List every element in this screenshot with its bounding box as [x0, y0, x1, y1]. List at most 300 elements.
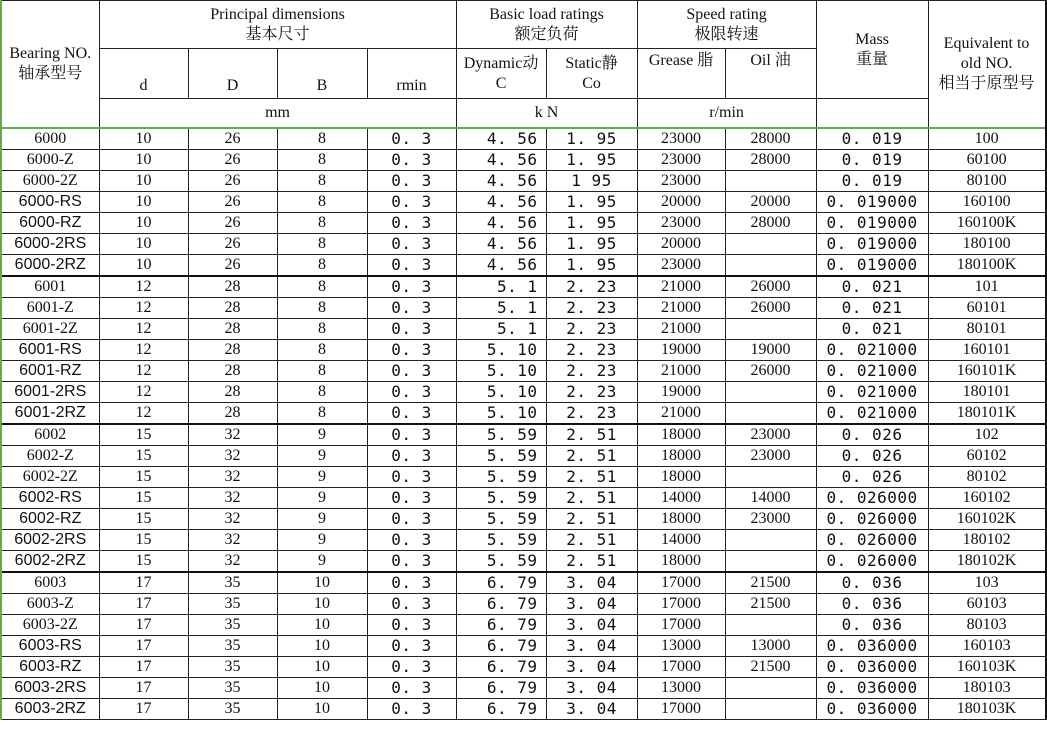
cell-static-co: 3. 04 [546, 593, 637, 614]
cell-old-no: 60100 [928, 149, 1046, 170]
table-row [1, 677, 1046, 698]
cell-mass: 0. 021000 [816, 339, 928, 360]
cell-old-no: 180100K [928, 254, 1046, 276]
cell-dynamic-c: 6. 79 [456, 656, 546, 677]
table-row [1, 593, 1046, 614]
cell-dynamic-c: 4. 56 [456, 254, 546, 276]
cell-oil-speed: 26000 [725, 360, 816, 381]
header-d: d [99, 49, 188, 99]
cell-dynamic-c: 6. 79 [456, 677, 546, 698]
cell-rmin: 0. 3 [367, 149, 456, 170]
cell-old-no: 180101 [928, 381, 1046, 402]
cell-B: 8 [277, 318, 367, 339]
cell-B: 10 [277, 677, 367, 698]
table-row [1, 424, 1046, 446]
cell-D: 32 [188, 529, 277, 550]
cell-rmin: 0. 3 [367, 593, 456, 614]
cell-oil-speed: 21500 [725, 593, 816, 614]
table-row [1, 149, 1046, 170]
cell-old-no: 160100K [928, 212, 1046, 233]
cell-D: 35 [188, 677, 277, 698]
header-dynamic [456, 49, 546, 99]
cell-grease-speed: 23000 [637, 128, 725, 150]
cell-old-no: 80100 [928, 170, 1046, 191]
cell-static-co: 2. 51 [546, 466, 637, 487]
cell-B: 8 [277, 212, 367, 233]
cell-d: 10 [99, 191, 188, 212]
cell-dynamic-c: 6. 79 [456, 614, 546, 635]
table-row [1, 339, 1046, 360]
cell-rmin: 0. 3 [367, 360, 456, 381]
cell-oil-speed: 13000 [725, 635, 816, 656]
header-grease: Grease 脂 [637, 49, 725, 99]
header-static-symbol: Co [582, 74, 601, 92]
cell-grease-speed: 18000 [637, 508, 725, 529]
header-mass [816, 1, 928, 99]
cell-rmin: 0. 3 [367, 424, 456, 446]
cell-mass: 0. 026 [816, 445, 928, 466]
unit-rpm: r/min [637, 99, 816, 128]
cell-dynamic-c: 4. 56 [456, 212, 546, 233]
cell-B: 10 [277, 635, 367, 656]
cell-B: 8 [277, 297, 367, 318]
cell-model: 6002-2RS [1, 529, 99, 550]
cell-static-co: 2. 23 [546, 318, 637, 339]
cell-dynamic-c: 5. 59 [456, 487, 546, 508]
cell-old-no: 60102 [928, 445, 1046, 466]
cell-dynamic-c: 5. 59 [456, 550, 546, 572]
cell-rmin: 0. 3 [367, 381, 456, 402]
cell-old-no: 160101K [928, 360, 1046, 381]
cell-mass: 0. 019000 [816, 254, 928, 276]
cell-model: 6002-Z [1, 445, 99, 466]
cell-model: 6003-RZ [1, 656, 99, 677]
cell-old-no: 101 [928, 276, 1046, 298]
cell-static-co: 3. 04 [546, 572, 637, 594]
cell-B: 8 [277, 170, 367, 191]
header-equivalent-en2: old NO. [960, 54, 1013, 72]
header-principal-dimensions [99, 1, 456, 49]
cell-static-co: 1. 95 [546, 233, 637, 254]
cell-mass: 0. 021 [816, 318, 928, 339]
table-row [1, 487, 1046, 508]
cell-D: 26 [188, 191, 277, 212]
cell-static-co: 1 95 [546, 170, 637, 191]
header-speed-rating [637, 1, 816, 49]
cell-grease-speed: 19000 [637, 381, 725, 402]
unit-mm: mm [99, 99, 456, 128]
cell-mass: 0. 036 [816, 572, 928, 594]
cell-rmin: 0. 3 [367, 550, 456, 572]
cell-D: 32 [188, 487, 277, 508]
unit-kn: k N [456, 99, 637, 128]
cell-d: 12 [99, 360, 188, 381]
cell-rmin: 0. 3 [367, 170, 456, 191]
cell-static-co: 3. 04 [546, 656, 637, 677]
cell-old-no: 180100 [928, 233, 1046, 254]
cell-model: 6003-2Z [1, 614, 99, 635]
table-body [1, 128, 1046, 720]
cell-B: 9 [277, 487, 367, 508]
cell-d: 15 [99, 466, 188, 487]
table-row [1, 381, 1046, 402]
cell-D: 28 [188, 339, 277, 360]
cell-static-co: 3. 04 [546, 614, 637, 635]
cell-B: 9 [277, 508, 367, 529]
header-bearing-no-zh: 轴承型号 [18, 64, 83, 82]
table-row [1, 276, 1046, 298]
cell-B: 8 [277, 339, 367, 360]
header-equivalent-old-no [928, 1, 1046, 128]
cell-grease-speed: 18000 [637, 424, 725, 446]
header-dynamic-label: Dynamic动 [463, 54, 539, 72]
cell-model: 6002-2RZ [1, 550, 99, 572]
cell-grease-speed: 18000 [637, 445, 725, 466]
cell-rmin: 0. 3 [367, 635, 456, 656]
header-equivalent-zh: 相当于原型号 [938, 74, 1035, 92]
cell-mass: 0. 019000 [816, 212, 928, 233]
cell-mass: 0. 026 [816, 424, 928, 446]
cell-static-co: 3. 04 [546, 698, 637, 719]
header-bearing-no [1, 1, 99, 128]
cell-D: 28 [188, 318, 277, 339]
cell-oil-speed: 23000 [725, 445, 816, 466]
header-B: B [277, 49, 367, 99]
cell-D: 32 [188, 445, 277, 466]
header-speed-rating-en: Speed rating [686, 5, 767, 23]
cell-D: 26 [188, 254, 277, 276]
cell-model: 6003-RS [1, 635, 99, 656]
cell-D: 35 [188, 698, 277, 719]
cell-B: 8 [277, 191, 367, 212]
table-row [1, 550, 1046, 572]
cell-mass: 0. 036000 [816, 656, 928, 677]
table-row [1, 614, 1046, 635]
cell-static-co: 2. 23 [546, 339, 637, 360]
cell-static-co: 2. 23 [546, 360, 637, 381]
cell-static-co: 2. 51 [546, 445, 637, 466]
table-row [1, 466, 1046, 487]
cell-mass: 0. 021000 [816, 381, 928, 402]
cell-B: 10 [277, 614, 367, 635]
cell-mass: 0. 021 [816, 276, 928, 298]
cell-B: 10 [277, 572, 367, 594]
cell-D: 28 [188, 276, 277, 298]
cell-dynamic-c: 6. 79 [456, 698, 546, 719]
cell-grease-speed: 19000 [637, 339, 725, 360]
cell-model: 6002-RS [1, 487, 99, 508]
cell-model: 6003-Z [1, 593, 99, 614]
cell-dynamic-c: 5. 59 [456, 445, 546, 466]
cell-B: 9 [277, 445, 367, 466]
cell-d: 15 [99, 508, 188, 529]
cell-rmin: 0. 3 [367, 466, 456, 487]
cell-model: 6001-RZ [1, 360, 99, 381]
table-row [1, 635, 1046, 656]
cell-oil-speed: 23000 [725, 508, 816, 529]
cell-d: 17 [99, 677, 188, 698]
cell-D: 26 [188, 170, 277, 191]
cell-static-co: 2. 51 [546, 424, 637, 446]
header-mass-en: Mass [855, 30, 889, 48]
cell-old-no: 160102K [928, 508, 1046, 529]
cell-oil-speed [725, 529, 816, 550]
cell-mass: 0. 026000 [816, 508, 928, 529]
cell-rmin: 0. 3 [367, 572, 456, 594]
cell-grease-speed: 21000 [637, 297, 725, 318]
cell-B: 8 [277, 276, 367, 298]
cell-B: 8 [277, 128, 367, 150]
cell-B: 8 [277, 233, 367, 254]
cell-mass: 0. 036000 [816, 635, 928, 656]
cell-rmin: 0. 3 [367, 445, 456, 466]
cell-rmin: 0. 3 [367, 254, 456, 276]
cell-static-co: 3. 04 [546, 677, 637, 698]
cell-B: 10 [277, 593, 367, 614]
cell-grease-speed: 23000 [637, 149, 725, 170]
cell-D: 35 [188, 614, 277, 635]
cell-rmin: 0. 3 [367, 339, 456, 360]
cell-grease-speed: 23000 [637, 170, 725, 191]
cell-dynamic-c: 5. 10 [456, 339, 546, 360]
cell-oil-speed [725, 466, 816, 487]
cell-grease-speed: 17000 [637, 614, 725, 635]
cell-old-no: 102 [928, 424, 1046, 446]
table-row [1, 128, 1046, 150]
cell-model: 6000-2RS [1, 233, 99, 254]
cell-old-no: 100 [928, 128, 1046, 150]
cell-grease-speed: 14000 [637, 487, 725, 508]
cell-static-co: 2. 51 [546, 529, 637, 550]
cell-D: 32 [188, 466, 277, 487]
cell-D: 35 [188, 593, 277, 614]
cell-d: 12 [99, 402, 188, 424]
cell-D: 35 [188, 572, 277, 594]
cell-d: 12 [99, 297, 188, 318]
cell-oil-speed [725, 550, 816, 572]
cell-dynamic-c: 5. 10 [456, 381, 546, 402]
table-row [1, 212, 1046, 233]
cell-D: 26 [188, 128, 277, 150]
cell-model: 6003 [1, 572, 99, 594]
cell-d: 17 [99, 572, 188, 594]
header-basic-load-ratings-zh: 额定负荷 [514, 25, 579, 43]
cell-old-no: 160100 [928, 191, 1046, 212]
cell-model: 6001 [1, 276, 99, 298]
cell-oil-speed [725, 677, 816, 698]
cell-B: 9 [277, 529, 367, 550]
cell-model: 6001-RS [1, 339, 99, 360]
cell-dynamic-c: 6. 79 [456, 635, 546, 656]
cell-rmin: 0. 3 [367, 402, 456, 424]
table-row [1, 698, 1046, 719]
cell-static-co: 2. 23 [546, 402, 637, 424]
cell-dynamic-c: 5. 1 [456, 276, 546, 298]
cell-grease-speed: 21000 [637, 360, 725, 381]
cell-dynamic-c: 4. 56 [456, 128, 546, 150]
cell-static-co: 2. 51 [546, 508, 637, 529]
cell-model: 6002-RZ [1, 508, 99, 529]
cell-old-no: 60101 [928, 297, 1046, 318]
cell-d: 15 [99, 529, 188, 550]
cell-model: 6003-2RZ [1, 698, 99, 719]
cell-grease-speed: 17000 [637, 698, 725, 719]
table-row [1, 360, 1046, 381]
cell-model: 6003-2RS [1, 677, 99, 698]
table-row [1, 572, 1046, 594]
cell-static-co: 1. 95 [546, 212, 637, 233]
cell-rmin: 0. 3 [367, 233, 456, 254]
cell-dynamic-c: 5. 59 [456, 508, 546, 529]
cell-d: 15 [99, 487, 188, 508]
cell-model: 6000-2RZ [1, 254, 99, 276]
cell-grease-speed: 17000 [637, 572, 725, 594]
cell-mass: 0. 019000 [816, 233, 928, 254]
cell-rmin: 0. 3 [367, 128, 456, 150]
cell-old-no: 80103 [928, 614, 1046, 635]
cell-old-no: 80101 [928, 318, 1046, 339]
cell-mass: 0. 021000 [816, 402, 928, 424]
table-row [1, 297, 1046, 318]
cell-D: 35 [188, 635, 277, 656]
cell-d: 10 [99, 254, 188, 276]
cell-static-co: 2. 51 [546, 550, 637, 572]
cell-D: 32 [188, 550, 277, 572]
cell-mass: 0. 036 [816, 593, 928, 614]
cell-oil-speed: 26000 [725, 297, 816, 318]
table-row [1, 402, 1046, 424]
cell-rmin: 0. 3 [367, 614, 456, 635]
header-oil: Oil 油 [725, 49, 816, 99]
cell-grease-speed: 17000 [637, 656, 725, 677]
cell-dynamic-c: 5. 1 [456, 318, 546, 339]
cell-B: 8 [277, 360, 367, 381]
cell-model: 6001-Z [1, 297, 99, 318]
cell-oil-speed: 26000 [725, 276, 816, 298]
cell-old-no: 180102 [928, 529, 1046, 550]
cell-oil-speed [725, 402, 816, 424]
cell-oil-speed: 28000 [725, 128, 816, 150]
cell-old-no: 180102K [928, 550, 1046, 572]
cell-mass: 0. 026 [816, 466, 928, 487]
cell-oil-speed: 21500 [725, 656, 816, 677]
cell-dynamic-c: 5. 59 [456, 424, 546, 446]
table-header [1, 1, 1046, 128]
cell-static-co: 1. 95 [546, 191, 637, 212]
cell-oil-speed: 19000 [725, 339, 816, 360]
header-speed-rating-zh: 极限转速 [694, 25, 759, 43]
cell-B: 8 [277, 381, 367, 402]
cell-rmin: 0. 3 [367, 508, 456, 529]
header-principal-dimensions-en: Principal dimensions [210, 5, 345, 23]
cell-B: 9 [277, 424, 367, 446]
cell-D: 35 [188, 656, 277, 677]
cell-old-no: 103 [928, 572, 1046, 594]
cell-static-co: 2. 23 [546, 276, 637, 298]
cell-grease-speed: 21000 [637, 402, 725, 424]
cell-model: 6001-2RZ [1, 402, 99, 424]
header-basic-load-ratings [456, 1, 637, 49]
cell-d: 17 [99, 635, 188, 656]
cell-old-no: 80102 [928, 466, 1046, 487]
cell-oil-speed: 14000 [725, 487, 816, 508]
cell-rmin: 0. 3 [367, 677, 456, 698]
cell-d: 15 [99, 424, 188, 446]
cell-model: 6000-RZ [1, 212, 99, 233]
cell-model: 6000 [1, 128, 99, 150]
cell-model: 6000-RS [1, 191, 99, 212]
cell-B: 8 [277, 149, 367, 170]
cell-mass: 0. 019 [816, 149, 928, 170]
cell-old-no: 180101K [928, 402, 1046, 424]
cell-mass: 0. 019000 [816, 191, 928, 212]
cell-d: 17 [99, 614, 188, 635]
cell-d: 15 [99, 550, 188, 572]
cell-model: 6000-2Z [1, 170, 99, 191]
cell-D: 28 [188, 360, 277, 381]
cell-dynamic-c: 4. 56 [456, 170, 546, 191]
cell-old-no: 180103K [928, 698, 1046, 719]
cell-B: 10 [277, 656, 367, 677]
table-row [1, 529, 1046, 550]
cell-oil-speed [725, 318, 816, 339]
cell-oil-speed [725, 698, 816, 719]
cell-oil-speed: 21500 [725, 572, 816, 594]
cell-d: 12 [99, 339, 188, 360]
cell-model: 6001-2RS [1, 381, 99, 402]
cell-oil-speed: 20000 [725, 191, 816, 212]
cell-d: 10 [99, 170, 188, 191]
cell-oil-speed: 23000 [725, 424, 816, 446]
header-dynamic-symbol: C [495, 74, 507, 92]
unit-mass-empty [816, 99, 928, 128]
cell-dynamic-c: 5. 10 [456, 360, 546, 381]
cell-oil-speed [725, 170, 816, 191]
cell-D: 28 [188, 381, 277, 402]
cell-model: 6002-2Z [1, 466, 99, 487]
header-rmin: rmin [367, 49, 456, 99]
cell-d: 10 [99, 212, 188, 233]
cell-model: 6002 [1, 424, 99, 446]
cell-static-co: 1. 95 [546, 254, 637, 276]
cell-static-co: 3. 04 [546, 635, 637, 656]
cell-oil-speed: 28000 [725, 212, 816, 233]
cell-d: 12 [99, 318, 188, 339]
table-row [1, 508, 1046, 529]
cell-mass: 0. 026000 [816, 487, 928, 508]
cell-grease-speed: 18000 [637, 550, 725, 572]
cell-dynamic-c: 5. 59 [456, 529, 546, 550]
cell-D: 32 [188, 508, 277, 529]
cell-D: 26 [188, 233, 277, 254]
cell-grease-speed: 23000 [637, 254, 725, 276]
cell-B: 10 [277, 698, 367, 719]
cell-oil-speed [725, 233, 816, 254]
cell-static-co: 1. 95 [546, 149, 637, 170]
cell-old-no: 60103 [928, 593, 1046, 614]
cell-mass: 0. 021000 [816, 360, 928, 381]
cell-dynamic-c: 4. 56 [456, 191, 546, 212]
cell-dynamic-c: 4. 56 [456, 233, 546, 254]
cell-static-co: 2. 23 [546, 381, 637, 402]
cell-model: 6000-Z [1, 149, 99, 170]
cell-mass: 0. 019 [816, 128, 928, 150]
cell-dynamic-c: 5. 1 [456, 297, 546, 318]
cell-rmin: 0. 3 [367, 191, 456, 212]
table-row [1, 170, 1046, 191]
cell-d: 10 [99, 128, 188, 150]
cell-grease-speed: 21000 [637, 318, 725, 339]
